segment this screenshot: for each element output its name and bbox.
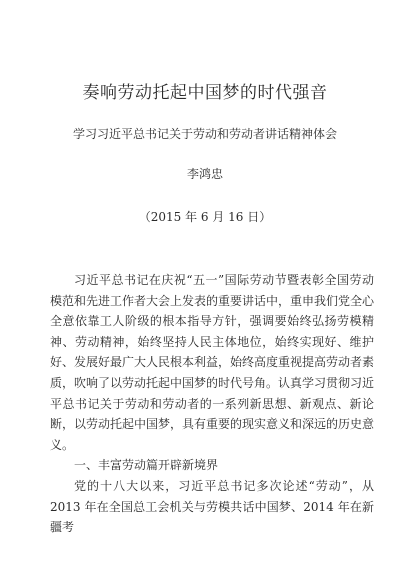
document-date: （2015 年 6 月 16 日） (138, 210, 272, 224)
author-name: 李鸿忠 (186, 167, 223, 181)
document-body (50, 270, 374, 538)
section-heading: 一、丰富劳动篇开辟新境界 (74, 458, 219, 473)
body-paragraph: 习近平总书记在庆祝“五一”国际劳动节暨表彰全国劳动模范和先进工作者大会上发表的重要讲话中，重申我们党全心全意依靠工人阶级的根本指导方针，强调要始终弘扬劳模精神、劳动精神，始终坚持人民主体地位，始终实现好、维护好、发展好最广大人民根本利益，始终高度重视提高劳动者素质，吹响了以劳动托起中国梦的时代号角。认真学习贯彻习近平总书记关于劳动和劳动者的一系列新思想、新观点、新论断，以劳动托起中国梦，具有重要的现实意义和深远的历史意义。 (50, 273, 375, 452)
document-subtitle: 学习习近平总书记关于劳动和劳动者讲话精神体会 (72, 127, 337, 141)
document-title: 奏响劳动托起中国梦的时代强音 (82, 83, 328, 103)
section-paragraph: 党的十八大以来，习近平总书记多次论述“劳动”，从 2013 年在全国总工会机关与劳模共话中国梦、2014 年在新疆考 (50, 478, 374, 535)
